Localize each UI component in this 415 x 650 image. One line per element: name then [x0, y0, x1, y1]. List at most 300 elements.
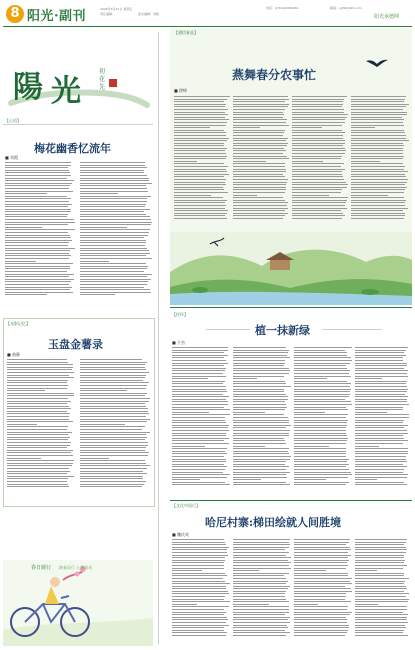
text-line-bar	[172, 368, 226, 369]
text-line	[7, 375, 75, 376]
text-line	[292, 208, 348, 209]
text-line	[294, 365, 352, 366]
text-line-bar	[355, 355, 406, 356]
text-line	[294, 352, 352, 353]
text-line	[174, 200, 230, 201]
text-line-bar	[355, 625, 405, 626]
text-line-bar	[80, 279, 151, 280]
text-line	[294, 482, 352, 483]
text-line-bar	[5, 185, 70, 186]
text-line-bar	[351, 200, 406, 201]
text-line	[294, 433, 352, 434]
text-line	[7, 450, 75, 451]
text-line	[5, 183, 75, 184]
text-line	[294, 427, 352, 428]
text-line	[5, 255, 75, 256]
text-line	[233, 555, 291, 556]
text-line-bar	[294, 565, 348, 566]
text-line	[351, 138, 409, 139]
text-line-bar	[355, 599, 409, 600]
text-line-bar	[355, 433, 408, 434]
text-line	[294, 381, 352, 382]
text-line-bar	[355, 417, 409, 418]
text-line-bar	[80, 219, 151, 220]
text-line	[355, 417, 409, 418]
text-line-bar	[233, 552, 289, 553]
text-line-bar	[233, 145, 287, 146]
text-line	[294, 549, 352, 550]
text-line-bar	[292, 218, 342, 219]
text-line-bar	[233, 399, 288, 400]
text-line	[233, 612, 291, 613]
text-line-bar	[294, 443, 346, 444]
text-line	[172, 622, 230, 623]
text-line-bar	[172, 560, 225, 561]
text-line	[351, 205, 409, 206]
text-line-bar	[355, 552, 406, 553]
text-line-bar	[355, 389, 408, 390]
text-line-bar	[172, 586, 226, 587]
text-line	[292, 138, 348, 139]
text-line-bar	[7, 375, 69, 376]
text-line-bar	[80, 287, 144, 288]
text-line-bar	[355, 609, 407, 610]
text-line-bar	[80, 281, 148, 282]
text-line-bar	[172, 632, 227, 633]
text-line	[233, 570, 291, 571]
text-line	[80, 385, 150, 386]
text-line-bar	[294, 363, 350, 364]
text-line-bar	[355, 381, 407, 382]
text-line	[292, 179, 348, 180]
text-line	[292, 200, 348, 201]
text-line	[294, 586, 352, 587]
text-line	[80, 206, 152, 207]
text-line-bar	[5, 261, 36, 262]
text-line-bar	[292, 215, 345, 216]
text-line	[80, 235, 152, 236]
pavilion-body	[270, 260, 290, 270]
text-line	[233, 370, 291, 371]
masthead-rule	[3, 26, 412, 27]
text-line	[233, 614, 291, 615]
text-line-bar	[80, 162, 145, 163]
text-line-bar	[351, 127, 375, 128]
text-line-bar	[7, 484, 68, 485]
text-line-bar	[292, 104, 343, 105]
text-line	[233, 433, 291, 434]
text-line	[233, 630, 291, 631]
text-line	[355, 552, 409, 553]
text-line-bar	[355, 549, 407, 550]
text-line	[355, 381, 409, 382]
text-line	[80, 424, 150, 425]
text-line	[172, 632, 230, 633]
text-line-bar	[172, 370, 225, 371]
text-line	[233, 179, 289, 180]
text-line-bar	[80, 289, 150, 290]
text-line	[294, 619, 352, 620]
text-line	[355, 484, 409, 485]
text-line	[233, 163, 289, 164]
text-line-bar	[172, 479, 200, 480]
text-line	[294, 606, 352, 607]
text-line-bar	[292, 119, 345, 120]
text-line	[294, 373, 352, 374]
text-line-bar	[80, 258, 152, 259]
text-line	[233, 376, 291, 377]
text-line	[80, 380, 150, 381]
text-line-bar	[7, 364, 73, 365]
text-line	[172, 394, 230, 395]
text-line	[172, 352, 230, 353]
text-line	[172, 396, 230, 397]
text-line-bar	[351, 114, 407, 115]
text-line	[5, 211, 75, 212]
text-line-bar	[292, 122, 345, 123]
text-line	[355, 578, 409, 579]
text-line-bar	[80, 452, 149, 453]
text-line	[172, 573, 230, 574]
lotus-leaf-2	[361, 289, 379, 295]
text-line-bar	[80, 261, 109, 262]
text-line-bar	[355, 466, 407, 467]
text-line-bar	[233, 122, 286, 123]
column-divider	[158, 32, 159, 644]
text-line	[233, 189, 289, 190]
text-line-bar	[294, 448, 346, 449]
text-line	[355, 357, 409, 358]
text-line-bar	[355, 632, 403, 633]
text-line-bar	[5, 232, 68, 233]
text-line-bar	[174, 117, 225, 118]
text-line	[233, 586, 291, 587]
text-line	[355, 612, 409, 613]
text-line	[80, 222, 152, 223]
text-line	[174, 174, 230, 175]
text-line-bar	[172, 461, 226, 462]
text-line	[233, 482, 291, 483]
text-line-bar	[80, 445, 148, 446]
text-line-bar	[80, 229, 150, 230]
text-line-bar	[233, 189, 286, 190]
text-line-bar	[351, 104, 409, 105]
text-line-bar	[172, 396, 229, 397]
text-line-bar	[294, 606, 348, 607]
text-line-bar	[233, 174, 283, 175]
text-line-bar	[355, 604, 378, 605]
text-line-bar	[294, 350, 345, 351]
text-line-bar	[233, 373, 289, 374]
text-line	[292, 96, 348, 97]
text-line	[172, 464, 230, 465]
text-line-bar	[5, 248, 75, 249]
text-line-bar	[294, 583, 352, 584]
text-line-bar	[233, 352, 288, 353]
text-line	[172, 557, 230, 558]
text-line	[80, 188, 152, 189]
text-line	[172, 609, 230, 610]
text-line	[174, 215, 230, 216]
text-line-bar	[294, 407, 346, 408]
text-line	[233, 96, 289, 97]
text-line-bar	[294, 360, 352, 361]
text-line	[355, 617, 409, 618]
text-line-bar	[233, 573, 289, 574]
text-line-bar	[233, 101, 285, 102]
text-line	[233, 135, 289, 136]
text-line-bar	[80, 292, 151, 293]
text-line-bar	[294, 570, 326, 571]
text-line-bar	[80, 429, 142, 430]
text-line-bar	[355, 352, 404, 353]
text-line	[172, 383, 230, 384]
text-line-bar	[172, 630, 224, 631]
text-line-bar	[174, 148, 227, 149]
text-line	[351, 187, 409, 188]
text-line	[172, 568, 230, 569]
text-line	[355, 482, 409, 483]
text-line	[233, 632, 291, 633]
text-line	[80, 367, 150, 368]
text-line-bar	[80, 401, 149, 402]
text-line	[233, 435, 291, 436]
article2-byline: ■ 曲静	[7, 352, 21, 357]
text-line	[294, 472, 352, 473]
text-line-bar	[233, 625, 287, 626]
text-line	[80, 245, 152, 246]
text-line	[5, 245, 75, 246]
text-line	[294, 466, 352, 467]
text-line-bar	[174, 200, 227, 201]
text-line-bar	[233, 114, 284, 115]
text-line	[351, 158, 409, 159]
text-line	[233, 112, 289, 113]
text-line	[233, 427, 291, 428]
text-line	[294, 430, 352, 431]
text-line-bar	[174, 166, 228, 167]
text-line-bar	[172, 360, 226, 361]
contact-phone: 电话：(0314)2080230	[266, 6, 299, 10]
text-line-bar	[174, 119, 229, 120]
text-line	[233, 617, 291, 618]
text-line	[80, 455, 150, 456]
text-line	[172, 581, 230, 582]
article4-body-col1	[172, 539, 230, 645]
text-line	[233, 205, 289, 206]
text-line-bar	[294, 601, 351, 602]
text-line	[5, 248, 75, 249]
text-line	[233, 440, 291, 441]
text-line	[80, 375, 150, 376]
text-line-bar	[5, 162, 71, 163]
text-line-bar	[233, 420, 289, 421]
text-line-bar	[294, 622, 347, 623]
text-line	[80, 393, 150, 394]
text-line	[355, 632, 409, 633]
text-line	[5, 188, 75, 189]
text-line	[292, 143, 348, 144]
text-line	[80, 452, 150, 453]
text-line	[294, 383, 352, 384]
text-line	[172, 630, 230, 631]
text-line-bar	[172, 404, 228, 405]
text-line	[292, 202, 348, 203]
text-line-bar	[80, 426, 145, 427]
text-line-bar	[7, 395, 74, 396]
text-line-bar	[5, 198, 71, 199]
text-line-bar	[292, 153, 345, 154]
text-line-bar	[355, 573, 404, 574]
text-line-bar	[294, 386, 350, 387]
text-line-bar	[233, 381, 285, 382]
text-line	[233, 417, 291, 418]
text-line-bar	[172, 565, 224, 566]
text-line-bar	[294, 578, 352, 579]
supplement-logo	[3, 57, 153, 115]
text-line-bar	[233, 477, 287, 478]
text-line	[292, 169, 348, 170]
text-line-bar	[172, 604, 197, 605]
article2-body-col2	[80, 359, 150, 502]
text-line	[355, 389, 409, 390]
text-line	[174, 99, 230, 100]
text-line	[351, 179, 409, 180]
text-line-bar	[80, 460, 145, 461]
text-line	[174, 145, 230, 146]
text-line-bar	[5, 294, 47, 295]
text-line	[355, 547, 409, 548]
text-line	[294, 583, 352, 584]
text-line	[294, 604, 352, 605]
text-line-bar	[292, 205, 345, 206]
text-line	[174, 104, 230, 105]
text-line-bar	[174, 143, 224, 144]
text-line-bar	[233, 161, 266, 162]
text-line-bar	[233, 138, 288, 139]
text-line-bar	[5, 227, 42, 228]
text-line-bar	[355, 474, 408, 475]
text-line-bar	[233, 588, 288, 589]
text-line-bar	[292, 117, 347, 118]
text-line	[80, 196, 152, 197]
text-line	[172, 583, 230, 584]
text-line	[351, 208, 409, 209]
text-line-bar	[233, 396, 288, 397]
text-line	[355, 593, 409, 594]
text-line	[80, 191, 152, 192]
text-line	[7, 442, 75, 443]
text-line-bar	[7, 401, 71, 402]
seal-stamp	[109, 79, 117, 87]
text-line-bar	[233, 435, 289, 436]
text-line	[294, 451, 352, 452]
text-line	[7, 382, 75, 383]
text-line	[7, 432, 75, 433]
text-line	[80, 185, 152, 186]
text-line	[7, 445, 75, 446]
text-line-bar	[172, 453, 227, 454]
text-line	[172, 482, 230, 483]
text-line	[355, 599, 409, 600]
feature-tag: 【感悟春意】	[174, 30, 198, 35]
text-line	[355, 386, 409, 387]
text-line-bar	[172, 433, 226, 434]
text-line	[355, 479, 409, 480]
text-line-bar	[233, 200, 285, 201]
text-line-bar	[174, 174, 229, 175]
text-line-bar	[5, 245, 68, 246]
text-line-bar	[355, 386, 407, 387]
text-line-bar	[351, 145, 404, 146]
text-line	[294, 394, 352, 395]
text-line-bar	[5, 284, 69, 285]
text-line	[233, 635, 291, 636]
text-line	[80, 458, 150, 459]
article3-top-rule	[170, 307, 412, 308]
text-line-bar	[5, 219, 74, 220]
text-line-bar	[174, 156, 227, 157]
text-line-bar	[294, 430, 346, 431]
text-line-bar	[5, 237, 71, 238]
text-line	[233, 101, 289, 102]
text-line-bar	[172, 549, 227, 550]
text-line-bar	[294, 456, 346, 457]
text-line	[80, 204, 152, 205]
text-line-bar	[233, 112, 283, 113]
text-line-bar	[233, 474, 286, 475]
text-line	[233, 368, 291, 369]
text-line-bar	[172, 469, 225, 470]
text-line-bar	[172, 363, 228, 364]
text-line-bar	[172, 438, 229, 439]
text-line-bar	[233, 433, 289, 434]
text-line	[80, 426, 150, 427]
text-line-bar	[292, 192, 341, 193]
text-line	[233, 609, 291, 610]
masthead	[0, 0, 415, 28]
text-line	[174, 106, 230, 107]
text-line-bar	[292, 184, 348, 185]
text-line	[172, 542, 230, 543]
text-line-bar	[294, 555, 351, 556]
text-line-bar	[294, 573, 348, 574]
text-line-bar	[80, 178, 149, 179]
text-line	[172, 347, 230, 348]
text-line-bar	[233, 568, 291, 569]
text-line-bar	[7, 447, 67, 448]
feature-body-col1	[174, 96, 230, 231]
text-line	[7, 377, 75, 378]
text-line	[233, 414, 291, 415]
text-line-bar	[233, 425, 291, 426]
text-line-bar	[233, 466, 289, 467]
text-line-bar	[172, 596, 225, 597]
text-line	[172, 451, 230, 452]
text-line-bar	[172, 544, 226, 545]
text-line	[172, 435, 230, 436]
text-line-bar	[5, 258, 69, 259]
text-line-bar	[7, 367, 73, 368]
text-line-bar	[355, 409, 403, 410]
text-line	[355, 619, 409, 620]
text-line-bar	[351, 176, 406, 177]
text-line-bar	[80, 432, 150, 433]
text-line-bar	[172, 456, 224, 457]
text-line	[351, 127, 409, 128]
text-line-bar	[5, 255, 71, 256]
text-line-bar	[7, 455, 73, 456]
